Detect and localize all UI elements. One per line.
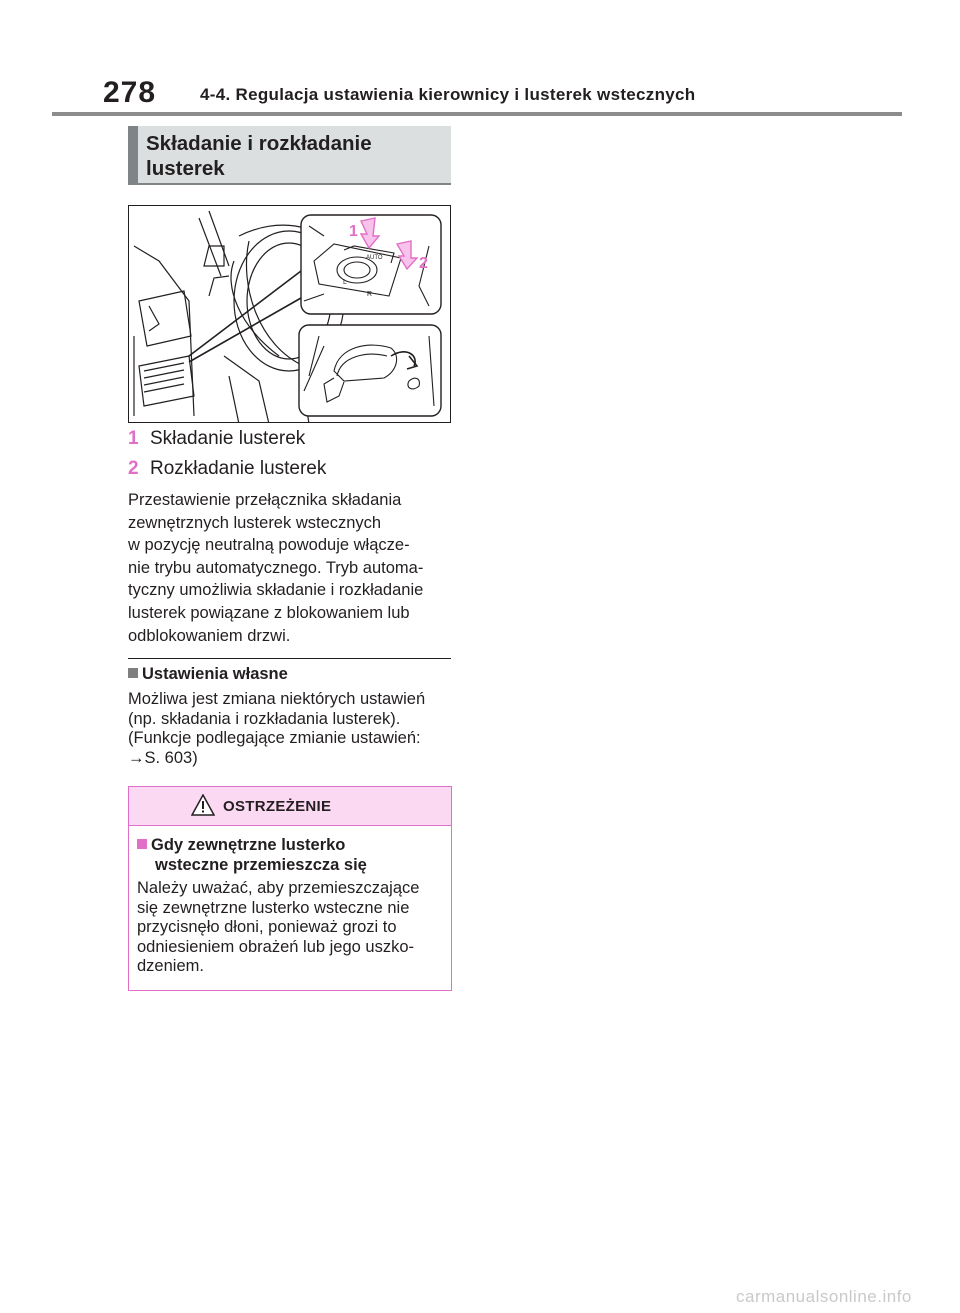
custom-settings-paragraph bbox=[128, 690, 458, 768]
warning-header bbox=[129, 787, 451, 826]
watermark: carmanualsonline.info bbox=[736, 1287, 912, 1306]
warning-subheading-line1: Gdy zewnętrzne lusterko bbox=[151, 836, 346, 854]
custom-settings-heading bbox=[128, 665, 288, 684]
switch-label-l: L bbox=[343, 279, 347, 286]
page-header bbox=[0, 0, 960, 120]
step-1 bbox=[128, 428, 305, 450]
body-line: tyczny umożliwia składanie i rozkładanie bbox=[128, 581, 424, 600]
bullet-square-icon bbox=[128, 668, 138, 678]
warning-line: odniesieniem obrażeń lub jego uszko- bbox=[137, 937, 415, 956]
page-reference-link[interactable]: →S. 603) bbox=[128, 748, 198, 767]
body-line: Przestawienie przełącznika składania bbox=[128, 491, 402, 509]
switch-label-auto: AUTO bbox=[366, 255, 383, 261]
body-line: nie trybu automatycznego. Tryb automa- bbox=[128, 558, 424, 577]
custom-settings-line: (np. składania i rozkładania lusterek). bbox=[128, 709, 401, 728]
bullet-square-pink-icon bbox=[137, 839, 147, 849]
warning-title: OSTRZEŻENIE bbox=[223, 798, 332, 815]
body-line: zewnętrznych lusterek wstecznych bbox=[128, 513, 382, 532]
warning-line: przycisnęło dłoni, ponieważ grozi to bbox=[137, 918, 397, 936]
page-number: 278 bbox=[103, 76, 157, 109]
step-2 bbox=[128, 458, 326, 480]
body-line: w pozycję neutralną powoduje włącze- bbox=[128, 536, 410, 555]
custom-settings-line: Możliwa jest zmiana niektórych ustawień bbox=[128, 690, 426, 708]
warning-body bbox=[137, 879, 449, 977]
section-title-line2: lusterek bbox=[146, 157, 225, 180]
callout-1: 1 bbox=[349, 223, 358, 240]
switch-label-r: R bbox=[367, 291, 373, 298]
section-title-line1: Składanie i rozkładanie bbox=[146, 132, 372, 155]
step-1-label: Składanie lusterek bbox=[150, 428, 306, 449]
illustration-drawing bbox=[129, 206, 451, 423]
warning-subheading-line2: wsteczne przemieszcza się bbox=[155, 856, 367, 874]
header-rule bbox=[52, 112, 902, 116]
warning-triangle-icon bbox=[191, 794, 215, 816]
body-line: lusterek powiązane z blokowaniem lub bbox=[128, 603, 410, 622]
custom-settings-heading-text: Ustawienia własne bbox=[142, 665, 288, 683]
step-2-number: 2 bbox=[128, 458, 139, 479]
step-2-label: Rozkładanie lusterek bbox=[150, 458, 327, 479]
warning-box bbox=[128, 786, 452, 991]
warning-line: Należy uważać, aby przemieszczające bbox=[137, 879, 420, 897]
callout-2: 2 bbox=[419, 255, 428, 272]
section-heading bbox=[128, 126, 451, 185]
mirror-switch-illustration bbox=[128, 205, 451, 423]
step-1-number: 1 bbox=[128, 428, 139, 449]
warning-line: się zewnętrzne lusterko wsteczne nie bbox=[137, 898, 410, 917]
warning-subheading bbox=[137, 835, 367, 875]
warning-line: dzeniem. bbox=[137, 957, 204, 975]
body-paragraph bbox=[128, 489, 453, 647]
section-title bbox=[146, 131, 372, 181]
body-line: odblokowaniem drzwi. bbox=[128, 626, 291, 645]
custom-settings-line: (Funkcje podlegające zmianie ustawień: bbox=[128, 729, 421, 747]
section-divider bbox=[128, 658, 451, 659]
chapter-title: 4-4. Regulacja ustawienia kierownicy i lusterek wstecznych bbox=[200, 85, 696, 104]
